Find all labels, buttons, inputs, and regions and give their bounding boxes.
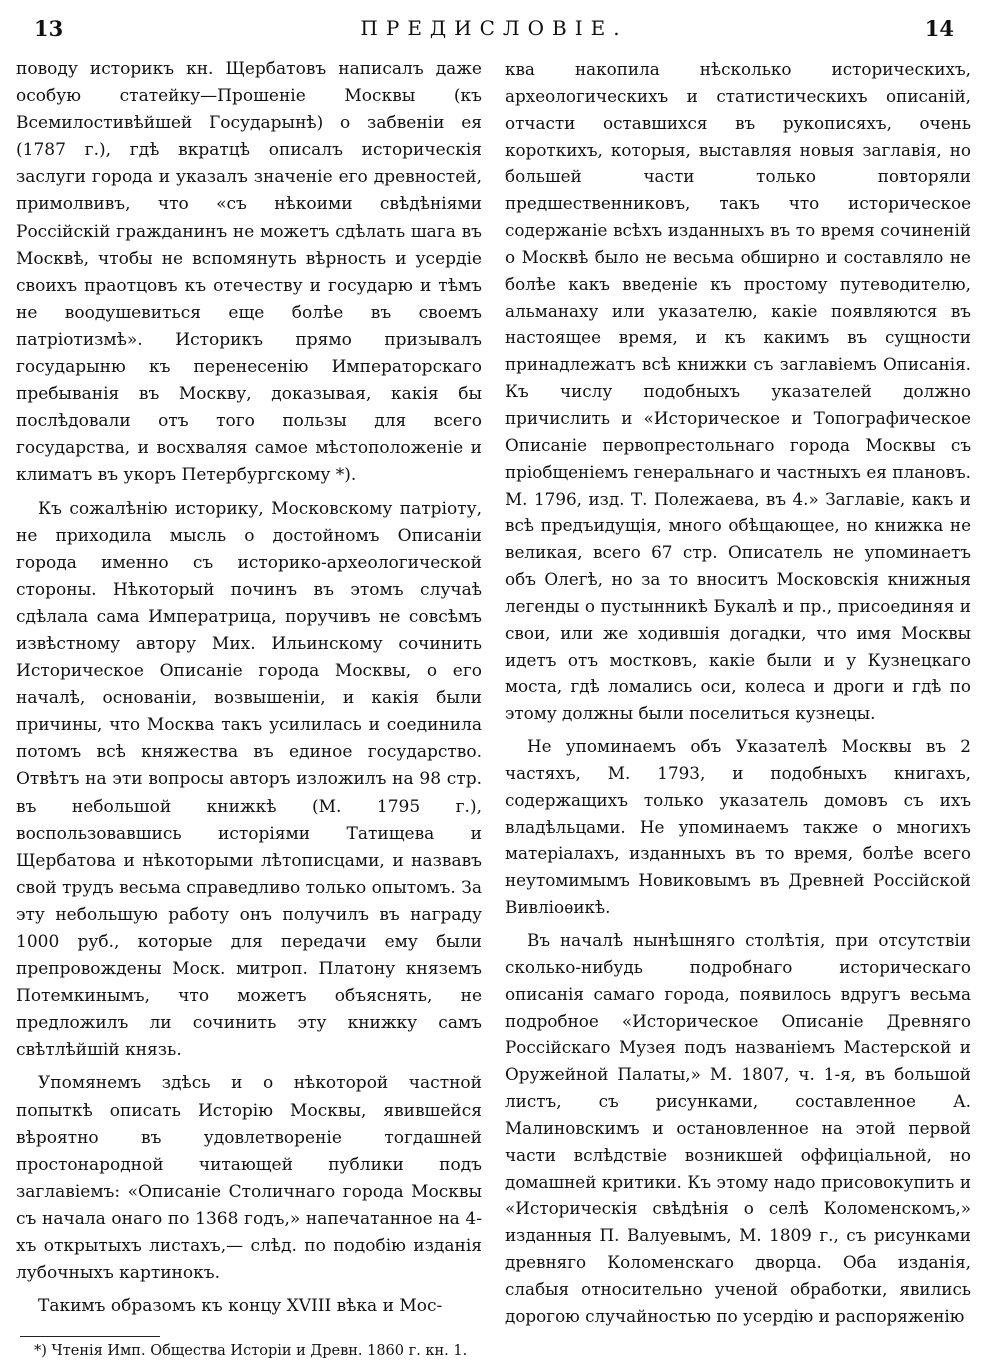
right-column — [505, 56, 971, 1330]
page-number-left: 13 — [34, 16, 64, 41]
paragraph: Къ сожалѣнію историку, Московскому патріоту, не приходила мысль о достойномъ Описаніи города именно съ историко-археологической стороны. Нѣкоторый починъ въ этомъ случаѣ сдѣлала сама Императрица, поручивъ не совсѣмъ извѣстному автору Мих. Ильинскому сочинить Историческое Описаніе города Москвы, о его началѣ, основаніи, возвышеніи, и какія были причины, что Москва такъ усилилась и соединила потомъ всѣ княжества въ единое государство. Отвѣтъ на эти вопросы авторъ изложилъ на 98 стр. въ небольшой книжкѣ (М. 1795 г.), воспользовавшись исторіями Татищева и Щербатова и нѣкоторыми лѣтописцами, и назвавъ свой трудъ весьма справедливо только опытомъ. За эту небольшую работу онъ получилъ въ награду 1000 руб., которые для передачи ему были препровождены Моск. митроп. Платону княземъ Потемкинымъ, что можетъ объяснять, не предложилъ ли сочинить эту книжку самъ свѣтлѣйшій князь. — [16, 498, 482, 1061]
page-number-right: 14 — [924, 16, 954, 41]
paragraph: Не упоминаемъ объ Указателѣ Москвы въ 2 частяхъ, М. 1793, и подобныхъ книгахъ, содержащихъ только указатель домовъ съ ихъ владѣльцами. Не упоминаемъ также о многихъ матеріалахъ, изданныхъ въ то время, болѣе всего неутомимымъ Новиковымъ въ Древней Россійской Вивліоѳикѣ. — [505, 736, 971, 918]
paragraph: ква накопила нѣсколько историческихъ, археологическихъ и статистическихъ описаній, отчасти оставшихся въ рукописяхъ, очень короткихъ, которыя, выставляя новыя заглавія, но большей части только повторяли предшественниковъ, такъ что историческое содержаніе всѣхъ изданныхъ въ то время сочиненій о Москвѣ было не весьма обширно и составляло не болѣе какъ введеніе къ простому путеводителю, альманаху или указателю, какіе появляются въ настоящее время, и къ какимъ въ сущности принадлежатъ всѣ книжки съ заглавіемъ Описанія. Къ числу подобныхъ указателей должно причислить и «Историческое и Топографическое Описаніе первопрестольнаго города Москвы съ пріобщеніемъ генеральнаго и частныхъ ея плановъ. М. 1796, изд. Т. Полежаева, въ 4.» Заглавіе, какъ и всѣ предъидущія, много обѣщающее, но книжка не великая, всего 67 стр. Описатель не упоминаетъ объ Олегѣ, но за то вноситъ Московскія книжныя легенды о пустынникѣ Букалѣ и пр., присоединяя и свои, или же ходившія догадки, что имя Москвы идетъ отъ мостковъ, какіе были и у Кузнецкаго моста, гдѣ ломались оси, колеса и дроги и гдѣ по этому должны были поселиться кузнецы. — [505, 59, 971, 724]
footnote: *) Чтенія Имп. Общества Исторіи и Древн. 1860 г. кн. 1. — [34, 1343, 468, 1359]
paragraph: Упомянемъ здѣсь и о нѣкоторой частной попыткѣ описать Исторію Москвы, явившейся вѣроятно въ удовлетвореніе тогдашней простонародной читающей публики подъ заглавіемъ: «Описаніе Столичнаго города Москвы съ начала онаго по 1368 годъ,» напечатанное на 4-хъ открытыхъ листахъ,— слѣд. по подобію изданія лубочныхъ картинокъ. — [16, 1073, 482, 1284]
left-column — [16, 56, 482, 1320]
paragraph: поводу историкъ кн. Щербатовъ написалъ даже особую статейку—Прошеніе Москвы (къ Всемилостивѣйшей Государынѣ) о забвеніи ея (1787 г.), гдѣ вкратцѣ описалъ историческія заслуги города и указалъ значеніе его древностей, примолвивъ, что «съ нѣкоими свѣдѣніями Россійскій гражданинъ не можетъ сдѣлать шага въ Москвѣ, чтобы не вспомянуть вѣрность и усердіе своихъ праотцовъ къ отечеству и государю и тѣмъ не воодушевиться еще болѣе въ своемъ патріотизмѣ». Историкъ прямо призывалъ государыню къ перенесенію Императорскаго пребыванія въ Москву, доказывая, какія бы послѣдовали отъ того пользы для всего государства, и восхваляя самое мѣстоположеніе и климатъ въ укоръ Петербургскому *). — [16, 59, 482, 486]
page-header — [0, 8, 988, 48]
running-title: ПРЕДИСЛОВІЕ. — [360, 16, 628, 40]
paragraph: Въ началѣ нынѣшняго столѣтія, при отсутствіи сколько-нибудь подробнаго историческаго описанія самаго города, появилось вдругъ весьма подробное «Историческое Описаніе Древняго Россійскаго Музея подъ названіемъ Мастерской и Оружейной Палаты,» М. 1807, ч. 1-я, въ большой листъ, съ рисунками, составленное А. Малиновскимъ и остановленное на этой первой части вслѣдствіе возникшей оффиціальной, но домашней критики. Къ этому надо присовокупить и «Историческія свѣдѣнія о селѣ Коломенскомъ,» изданныя П. Валуевымъ, М. 1809 г., съ рисунками древняго Коломенскаго дворца. Оба изданія, слабыя относительно ученой обработки, явились дорогою случайностью по усердію и распоряженію — [505, 930, 971, 1326]
paragraph: Такимъ образомъ къ концу XVIII вѣка и Мос- — [38, 1296, 443, 1317]
footnote-rule — [20, 1336, 160, 1337]
